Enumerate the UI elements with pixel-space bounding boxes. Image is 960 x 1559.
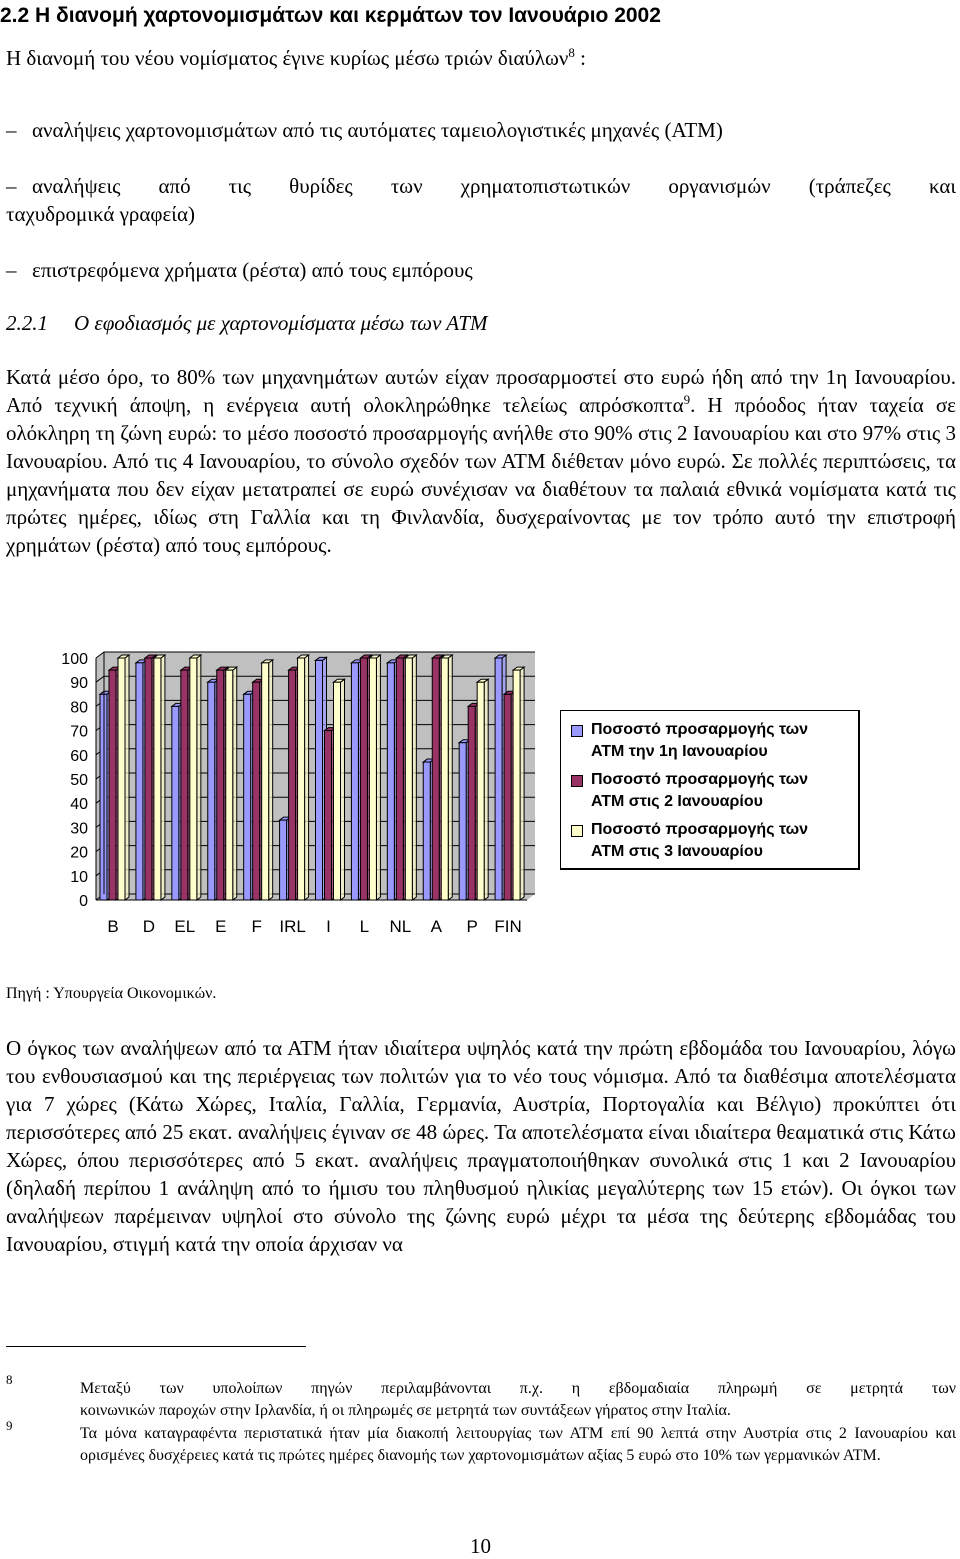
- chart-source: Πηγή : Υπουργεία Οικονομικών.: [6, 985, 217, 1002]
- bar-A-1: [423, 762, 430, 900]
- bullet-item-atm: [6, 118, 956, 143]
- bar-P-2: [468, 706, 475, 900]
- legend-item-jan1: [571, 719, 851, 763]
- legend-line: Ποσοστό προσαρμογής των: [591, 821, 809, 838]
- bar-E-3: [226, 670, 233, 900]
- bar-NL-1: [387, 663, 394, 900]
- atm-adaptation-chart: [0, 640, 560, 950]
- bar-IRL-3: [298, 658, 305, 900]
- bar-I-3: [334, 682, 341, 900]
- bar-EL-2: [181, 670, 188, 900]
- x-tick-label: IRL: [279, 917, 306, 936]
- bar-L-2: [360, 658, 367, 900]
- subsection-number: 2.2.1: [6, 311, 48, 335]
- paragraph-1-part-1: Κατά μέσο όρο, το 80% των μηχανημάτων αυτών είχαν προσαρμοστεί στο ευρώ ήδη από την 1η Ιανουαρίου. Από τεχνική άποψη, η ενέργεια αυτή ολοκληρώθηκε τελείως απρόσκοπτα: [6, 365, 956, 417]
- legend-swatch-jan2: [571, 775, 583, 787]
- y-tick-label: 10: [70, 868, 88, 886]
- footnote-8-number: 8: [6, 1372, 13, 1387]
- legend-label-jan3: [591, 819, 851, 863]
- legend-item-jan2: [571, 769, 851, 813]
- footnote-9-text: Τα μόνα καταγραφέντα περιστατικά ήταν μία διακοπή λειτουργίας των ΑΤΜ επί 90 λεπτά στην Αυστρία στις 2 Ιανουαρίου και ορισμένες δυσχέρειες κατά τις πρώτες ημέρες διανομής των χαρτονομισμάτων αξίας 5 ευρώ στο 10% των γερμανικών ΑΤΜ.: [80, 1425, 956, 1464]
- legend-label-jan1: [591, 719, 851, 763]
- bar-side: [161, 655, 165, 900]
- legend-line: Ποσοστό προσαρμογής των: [591, 721, 809, 738]
- chart-x-ticks: [107, 917, 521, 936]
- footnote-8-line-2: κοινωνικών παροχών στην Ιρλανδία, ή οι πληρωμές σε μετρητά των συντάξεων γήρατος στην Ιταλία.: [80, 1402, 731, 1419]
- bar-B-3: [118, 658, 125, 900]
- y-tick-label: 30: [70, 820, 88, 838]
- bullet-dash: –: [6, 174, 17, 198]
- bar-side: [233, 667, 237, 900]
- footnote-ref-8: 8: [568, 45, 575, 60]
- bar-I-2: [325, 731, 332, 900]
- paragraph-1: [6, 363, 956, 559]
- bar-D-3: [154, 658, 161, 900]
- legend-line: ΑΤΜ στις 3 Ιανουαρίου: [591, 843, 763, 860]
- intro-sentence: Η διανομή του νέου νομίσματος έγινε κυρίως μέσω τριών διαύλων: [6, 46, 569, 70]
- x-tick-label: FIN: [494, 917, 522, 936]
- bar-L-3: [369, 658, 376, 900]
- bar-D-1: [136, 663, 143, 900]
- x-tick-label: NL: [389, 917, 412, 936]
- paragraph-2-text: Ο όγκος των αναλήψεων από τα ΑΤΜ ήταν ιδιαίτερα υψηλός κατά την πρώτη εβδομάδα του Ιανουαρίου, λόγω του ενθουσιασμού και της περιέργειας των πολιτών για το νέο τους νόμισμα. Από τα διαθέσιμα αποτελέσματα για 7 χώρες (Κάτω Χώρες, Ιταλία, Γαλλία, Γερμανία, Αυστρία, Πορτογαλία και Βέλγιο) προκύπτει ότι περισσότερες από 25 εκατ. αναλήψεις έγιναν σε 48 ώρες. Τα αποτελέσματα είναι ιδιαίτερα θεαματικά στις Κάτω Χώρες, όπου περισσότερες από 5 εκατ. αναλήψεις πραγματοποιήθηκαν συνολικά στις 1 και 2 Ιανουαρίου (δηλαδή περίπου 1 ανάληψη από το ήμισυ του πληθυσμού ηλικίας μεγαλύτερης των 15 ετών). Οι όγκοι των αναλήψεων παρέμειναν υψηλοί στο σύνολο της ζώνης ευρώ μέχρι τα μέσα της δεύτερης εβδομάδας του Ιανουαρίου, στιγμή κατά την οποία άρχισαν να: [6, 1036, 956, 1256]
- legend-line: ΑΤΜ την 1η Ιανουαρίου: [591, 743, 768, 760]
- intro-text: [6, 46, 586, 71]
- chart-legend: [560, 710, 860, 870]
- x-tick-label: E: [215, 917, 227, 936]
- bar-IRL-2: [289, 670, 296, 900]
- bar-F-2: [253, 682, 260, 900]
- y-tick-label: 70: [70, 723, 88, 741]
- bar-side: [341, 679, 345, 900]
- y-tick-label: 50: [70, 772, 88, 789]
- bar-FIN-3: [513, 670, 520, 900]
- bar-F-1: [244, 694, 251, 900]
- footnote-ref-9: 9: [683, 392, 691, 407]
- legend-line: ΑΤΜ στις 2 Ιανουαρίου: [591, 793, 763, 810]
- bar-side: [520, 667, 524, 900]
- bar-EL-3: [190, 658, 197, 900]
- y-tick-label: 100: [61, 651, 88, 668]
- bar-side: [376, 655, 380, 900]
- bar-IRL-1: [280, 820, 287, 900]
- y-tick-label: 90: [70, 675, 88, 693]
- bullet-text: αναλήψεις χαρτονομισμάτων από τις αυτόματες ταμειολογιστικές μηχανές (ΑΤΜ): [32, 118, 723, 142]
- bar-E-2: [217, 670, 224, 900]
- bar-side: [269, 660, 273, 900]
- bullet-text: επιστρεφόμενα χρήματα (ρέστα) από τους εμπόρους: [32, 258, 473, 282]
- bullet-item-change: [6, 258, 956, 283]
- bullet-dash: –: [6, 258, 17, 282]
- legend-line: Ποσοστό προσαρμογής των: [591, 771, 809, 788]
- bar-side: [305, 655, 309, 900]
- legend-item-jan3: [571, 819, 851, 863]
- subsection-text: Ο εφοδιασμός με χαρτονομίσματα μέσω των ΑΤΜ: [74, 311, 488, 335]
- bar-side: [448, 655, 452, 900]
- footnote-9-number: 9: [6, 1418, 13, 1433]
- footnote-8: [80, 1378, 956, 1422]
- paragraph-1-part-2: . Η πρόοδος ήταν ταχεία σε ολόκληρη τη ζώνη ευρώ: το μέσο ποσοστό προσαρμογής ανήλθε στο 90% στις 2 Ιανουαρίου και στο 97% στις 3 Ιανουαρίου. Από τις 4 Ιανουαρίου, το σύνολο σχεδόν των ΑΤΜ διέθεταν μόνο ευρώ. Σε πολλές περιπτώσεις, τα μηχανήματα που δεν είχαν μετατραπεί σε ευρώ συνέχισαν να διαθέτουν τα παλαιά εθνικά νομίσματα κατά τις πρώτες ημέρες, ιδίως στη Γαλλία και τη Φινλανδία, δυσχεραίνοντας με τον τρόπο αυτό την επιστροφή χρημάτων (ρέστα) από τους εμπόρους.: [6, 393, 956, 557]
- bar-A-3: [441, 658, 448, 900]
- y-tick-label: 60: [70, 747, 88, 765]
- bullet-text: ταχυδρομικά γραφεία): [6, 202, 195, 226]
- bar-L-1: [351, 663, 358, 900]
- bar-B-2: [109, 670, 116, 900]
- x-tick-label: P: [466, 917, 478, 936]
- bar-side: [197, 655, 201, 900]
- y-tick-label: 0: [79, 893, 88, 910]
- bullet-text: αναλήψεις από τις θυρίδες των χρηματοπιστωτικών οργανισμών (τράπεζες και: [32, 174, 956, 198]
- bar-side: [412, 655, 416, 900]
- bar-NL-2: [396, 658, 403, 900]
- x-tick-label: EL: [174, 917, 196, 936]
- bar-FIN-2: [504, 694, 511, 900]
- x-tick-label: F: [251, 917, 262, 936]
- y-tick-label: 80: [70, 699, 88, 717]
- bullet-dash: –: [6, 118, 17, 142]
- x-tick-label: I: [326, 917, 331, 936]
- bar-F-3: [262, 663, 269, 900]
- bar-E-1: [208, 682, 215, 900]
- chart-y-ticks: [61, 651, 88, 910]
- footnote-separator: [6, 1346, 306, 1347]
- bar-NL-3: [405, 658, 412, 900]
- section-heading: 2.2 Η διανομή χαρτονομισμάτων και κερμάτων τον Ιανουάριο 2002: [0, 4, 661, 27]
- paragraph-2: [6, 1034, 956, 1258]
- bar-EL-1: [172, 706, 179, 900]
- bar-A-2: [432, 658, 439, 900]
- intro-suffix: :: [574, 46, 586, 70]
- bullet-item-counters-cont: [6, 202, 956, 227]
- bar-side: [484, 679, 488, 900]
- y-tick-label: 40: [70, 796, 88, 814]
- x-tick-label: B: [107, 917, 119, 936]
- subsection-title: [6, 311, 488, 336]
- bar-side: [125, 655, 129, 900]
- bullet-item-counters: [6, 174, 956, 199]
- legend-swatch-jan3: [571, 825, 583, 837]
- page-number: 10: [470, 1534, 491, 1558]
- bar-P-1: [459, 743, 466, 900]
- bar-I-1: [316, 660, 323, 900]
- x-tick-label: A: [430, 917, 442, 936]
- footnote-9: [80, 1423, 956, 1467]
- legend-swatch-jan1: [571, 725, 583, 737]
- x-tick-label: D: [142, 917, 156, 936]
- bar-FIN-1: [495, 658, 502, 900]
- legend-label-jan2: [591, 769, 851, 813]
- x-tick-label: L: [359, 917, 370, 936]
- bar-P-3: [477, 682, 484, 900]
- y-tick-label: 20: [70, 844, 88, 862]
- footnote-8-line-1: Μεταξύ των υπολοίπων πηγών περιλαμβάνονται π.χ. η εβδομαδιαία πληρωμή σε μετρητά των: [80, 1380, 956, 1397]
- bar-D-2: [145, 658, 152, 900]
